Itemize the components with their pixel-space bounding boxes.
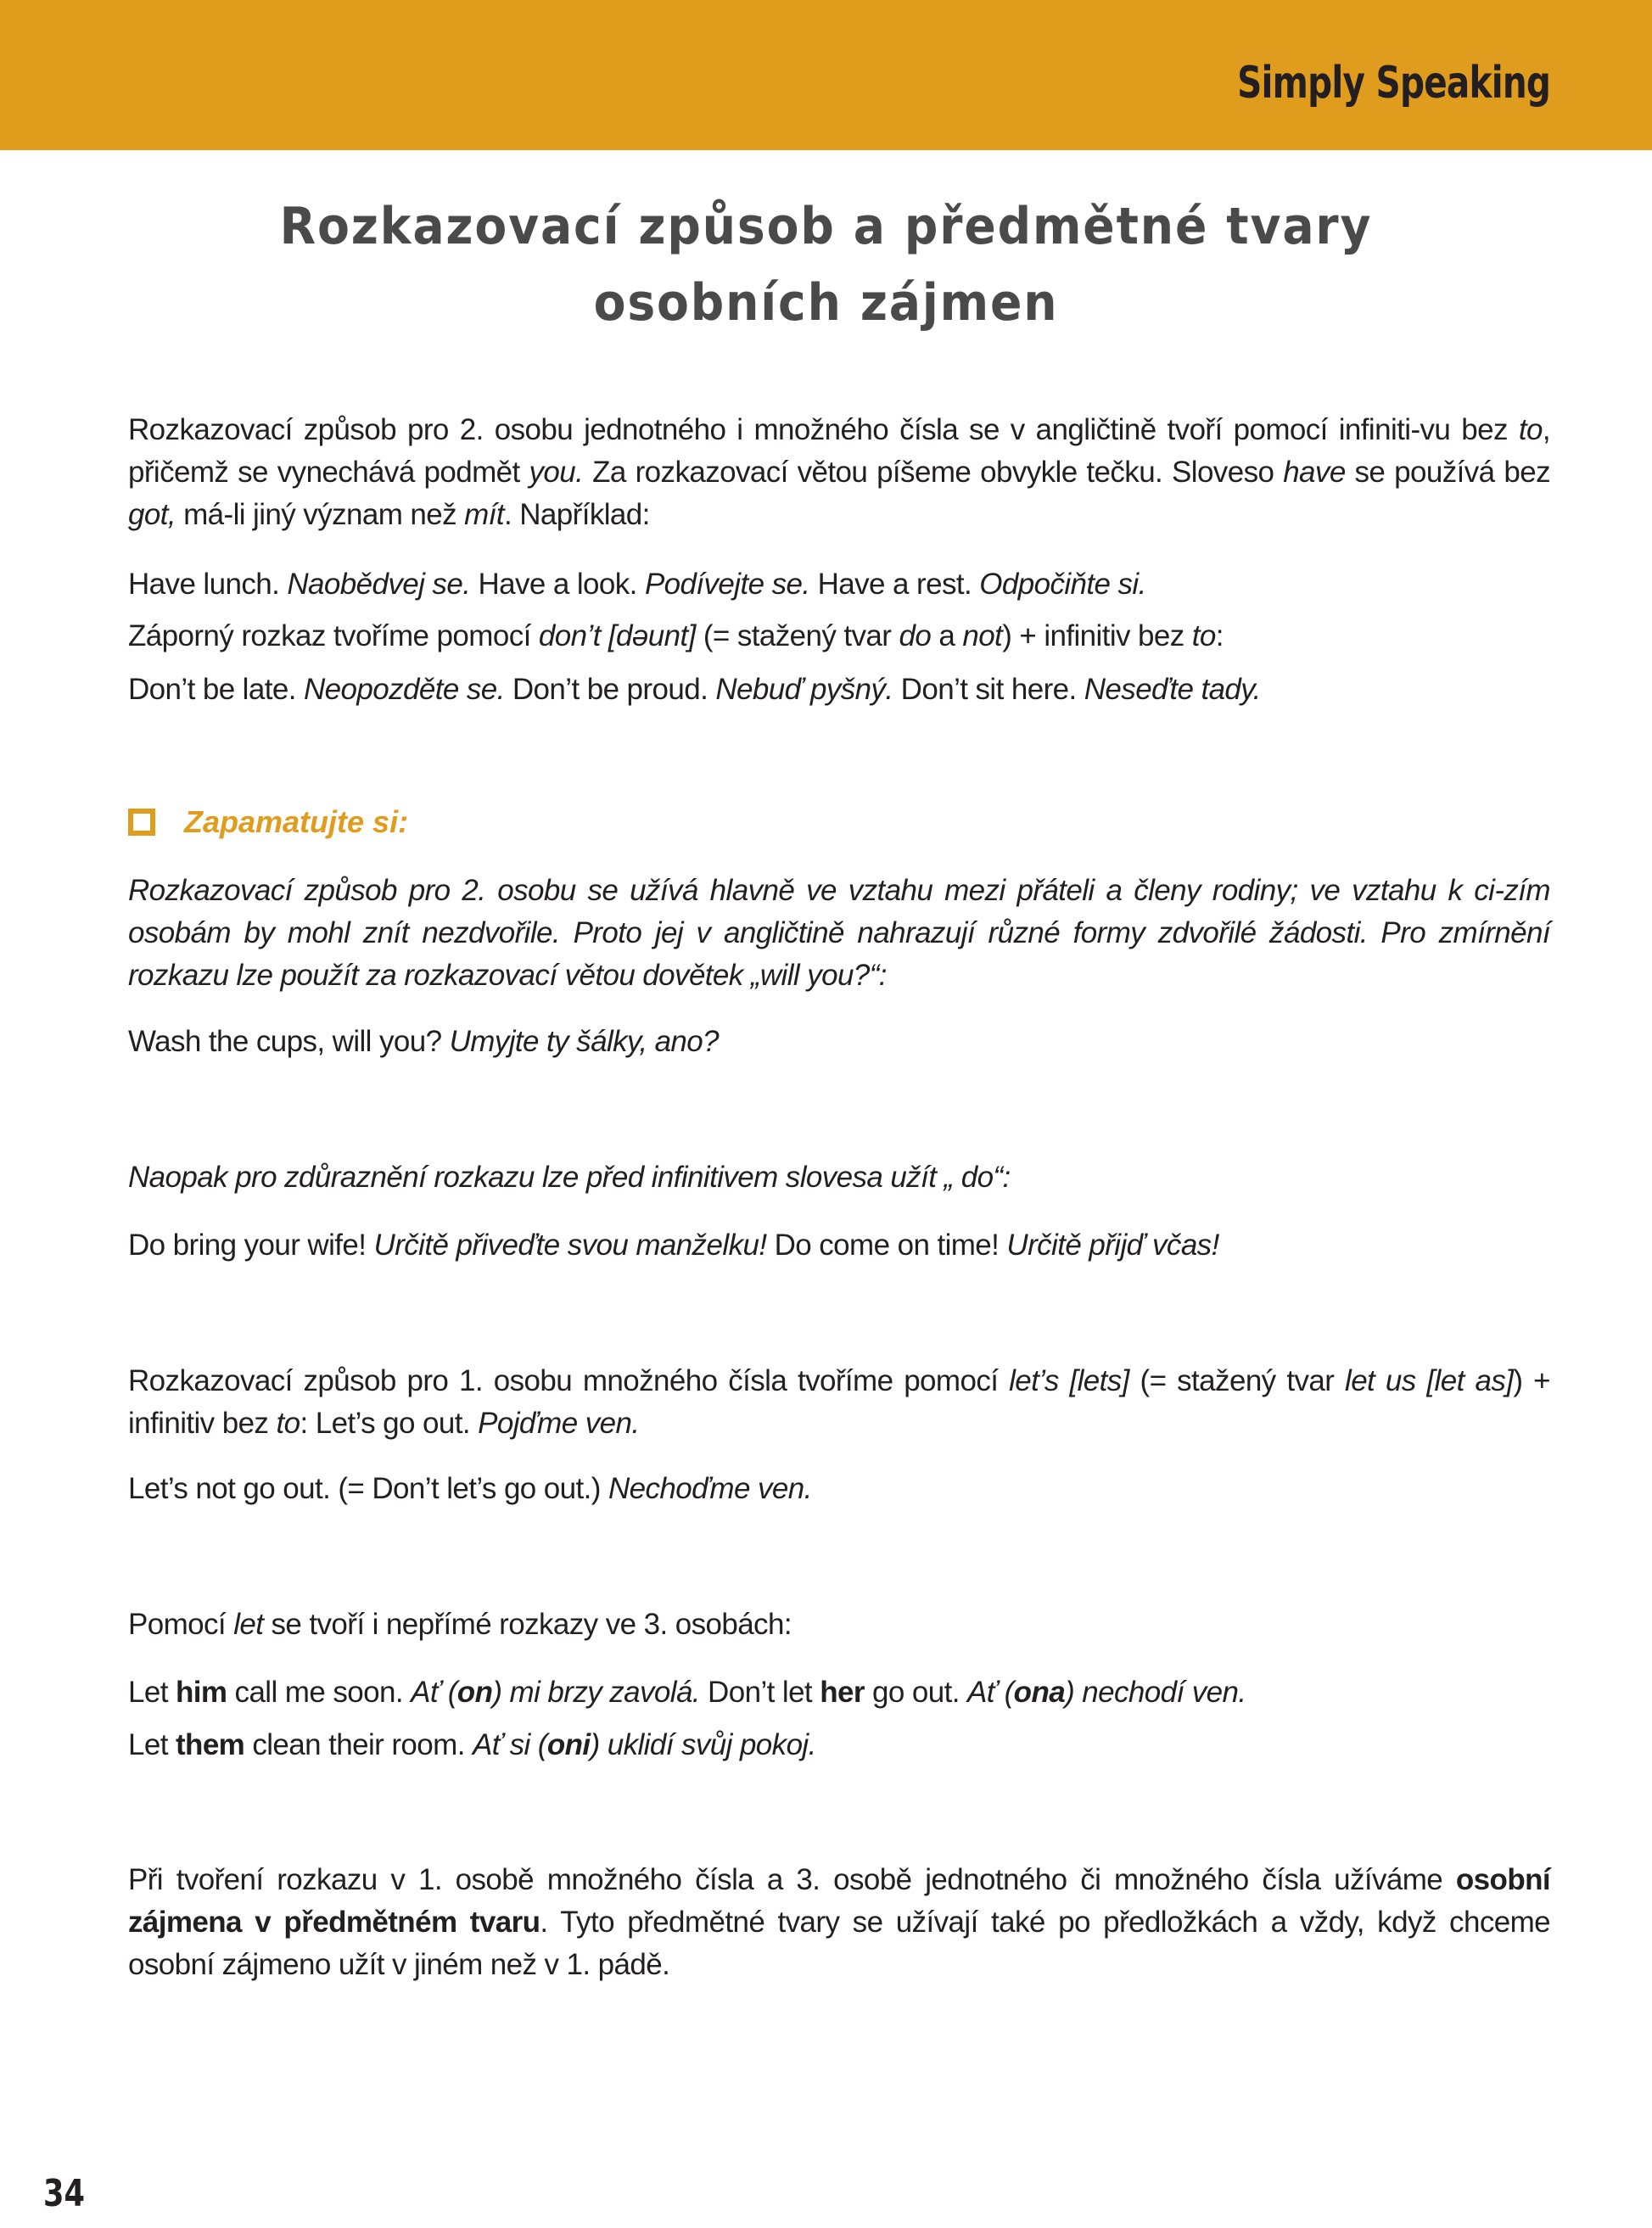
text-italic: Naopak pro zdůraznění rozkazu lze před infinitivem slovesa užít „ do“: [128,1161,1011,1194]
text: Don’t let [699,1676,820,1709]
text: Have a rest. [809,568,980,601]
text: go out. [864,1676,967,1709]
text: ) + infinitiv bez [128,1364,1550,1440]
text-bold: her [820,1676,865,1709]
negative-rule [128,615,1550,658]
text: , přičemž se vynechává podmět [128,413,1550,489]
text-italic: Rozkazovací způsob pro 2. osobu se užívá hlavně ve vztahu mezi přáteli a členy rodiny; ve vztahu k ci-zím osobám by mohl znít nezdvořile. Proto jej v angličtině nahrazují různé formy zdvořilé žádosti. Pro zmírnění rozkazu lze použít za rozkazovací větou dovětek „will you?“: [128,874,1550,992]
third-person-example-1 [128,1671,1550,1714]
text-italic: to [1518,413,1543,446]
text: (= stažený tvar [1128,1364,1346,1397]
text: Don’t sit here. [893,673,1084,706]
text-italic: not [962,619,1003,652]
text-bold-italic: on [456,1676,493,1709]
text-italic: Nebuď pyšný. [715,673,893,706]
text-italic: Ať si ( [472,1728,547,1761]
square-bullet-icon [128,809,155,836]
text-italic: to [1191,619,1216,652]
first-person-example [128,1468,1550,1510]
text: call me soon. [227,1676,412,1709]
text: má-li jiný význam než [175,498,465,531]
text-italic: got, [128,498,176,531]
text: se používá bez [1345,456,1550,489]
remember-heading [128,804,408,840]
text: Let [128,1728,176,1761]
page-number: 34 [43,2172,85,2215]
text: Wash the cups, will you? [128,1025,450,1058]
text: Do bring your wife! [128,1229,374,1262]
text: (= stažený tvar [695,619,899,652]
text-italic: let’s [lets] [1009,1364,1129,1397]
page-title-line-1: Rozkazovací způsob a předmětné tvary [279,197,1373,256]
text-bold: them [175,1728,245,1761]
text: clean their room. [244,1728,473,1761]
text: Let’s not go out. (= Don’t let’s go out.) [128,1472,608,1505]
page-title [0,188,1652,341]
text-italic: mít [464,498,504,531]
text-italic: Podívejte se. [644,568,810,601]
text-italic: Určitě přiveďte svou manželku! [373,1229,767,1262]
text: Záporný rozkaz tvoříme pomocí [128,619,539,652]
text: Have a look. [470,568,645,601]
text-italic: Pojďme ven. [478,1407,640,1440]
text-italic: Umyjte ty šálky, ano? [449,1025,720,1058]
text-italic: let [233,1608,264,1641]
text: : [1215,619,1224,652]
text: Have lunch. [128,568,288,601]
text-bold-italic: oni [546,1728,591,1761]
text: se tvoří i nepřímé rozkazy ve 3. osobách: [263,1608,792,1641]
text: . Tyto předmětné tvary se užívají také po předložkách a vždy, když chceme osobní zájmeno užít v jiném než v 1. pádě. [128,1906,1551,1981]
text-bold-italic: ona [1013,1676,1066,1709]
text-bold: osobní zájmena v předmětném tvaru [128,1863,1550,1939]
text: . Například: [503,498,650,531]
text-italic: have [1283,456,1346,489]
text-italic: Odpočiňte si. [979,568,1146,601]
text-italic: Naobědvej se. [287,568,471,601]
third-person-intro [128,1604,1550,1646]
text: a [931,619,963,652]
third-person-example-2 [128,1724,1550,1766]
text: Při tvoření rozkazu v 1. osobě množného čísla a 3. osobě jednotného či množného čísla užíváme [128,1863,1456,1896]
text-italic: ) nechodí ven. [1065,1676,1246,1709]
text-italic: Neseďte tady. [1084,673,1261,706]
emphasis-note [128,1156,1550,1199]
text-italic: Nechoďme ven. [608,1472,812,1505]
header-band [0,0,1652,150]
text: Za rozkazovací větou píšeme obvykle tečku. Sloveso [583,456,1284,489]
text-italic: Neopozděte se. [303,673,505,706]
text: Do come on time! [766,1229,1007,1262]
text-italic: ) mi brzy zavolá. [492,1676,700,1709]
remember-label: Zapamatujte si: [184,804,409,839]
text: Rozkazovací způsob pro 2. osobu jednotného i množného čísla se v angličtině tvoří pomocí infiniti-vu bez [128,413,1519,446]
text: ) + infinitiv bez [1002,619,1192,652]
text-italic: do [899,619,932,652]
text-italic: don’t [dəunt] [538,619,696,652]
examples-negative [128,669,1550,711]
text: Pomocí [128,1608,234,1641]
text-italic: to [276,1407,300,1440]
first-person-paragraph [128,1360,1550,1445]
text: Rozkazovací způsob pro 1. osobu množného čísla tvoříme pomocí [128,1364,1010,1397]
text: : Let’s go out. [300,1407,479,1440]
text-bold: him [175,1676,227,1709]
remember-note [128,870,1550,997]
remember-example [128,1021,1550,1063]
text-italic: you. [529,456,584,489]
emphasis-example [128,1224,1550,1267]
intro-paragraph [128,409,1550,536]
text-italic: Ať ( [411,1676,457,1709]
page-title-line-2: osobních zájmen [593,273,1059,333]
text: Let [128,1676,176,1709]
series-title: Simply Speaking [1236,58,1550,109]
text-italic: Určitě přijď včas! [1006,1229,1219,1262]
text-italic: Ať ( [966,1676,1014,1709]
text: Don’t be late. [128,673,304,706]
examples-have [128,563,1550,606]
text: Don’t be proud. [504,673,716,706]
text-italic: let us [let as] [1345,1364,1514,1397]
conclusion-paragraph [128,1859,1550,1986]
text-italic: ) uklidí svůj pokoj. [590,1728,816,1761]
